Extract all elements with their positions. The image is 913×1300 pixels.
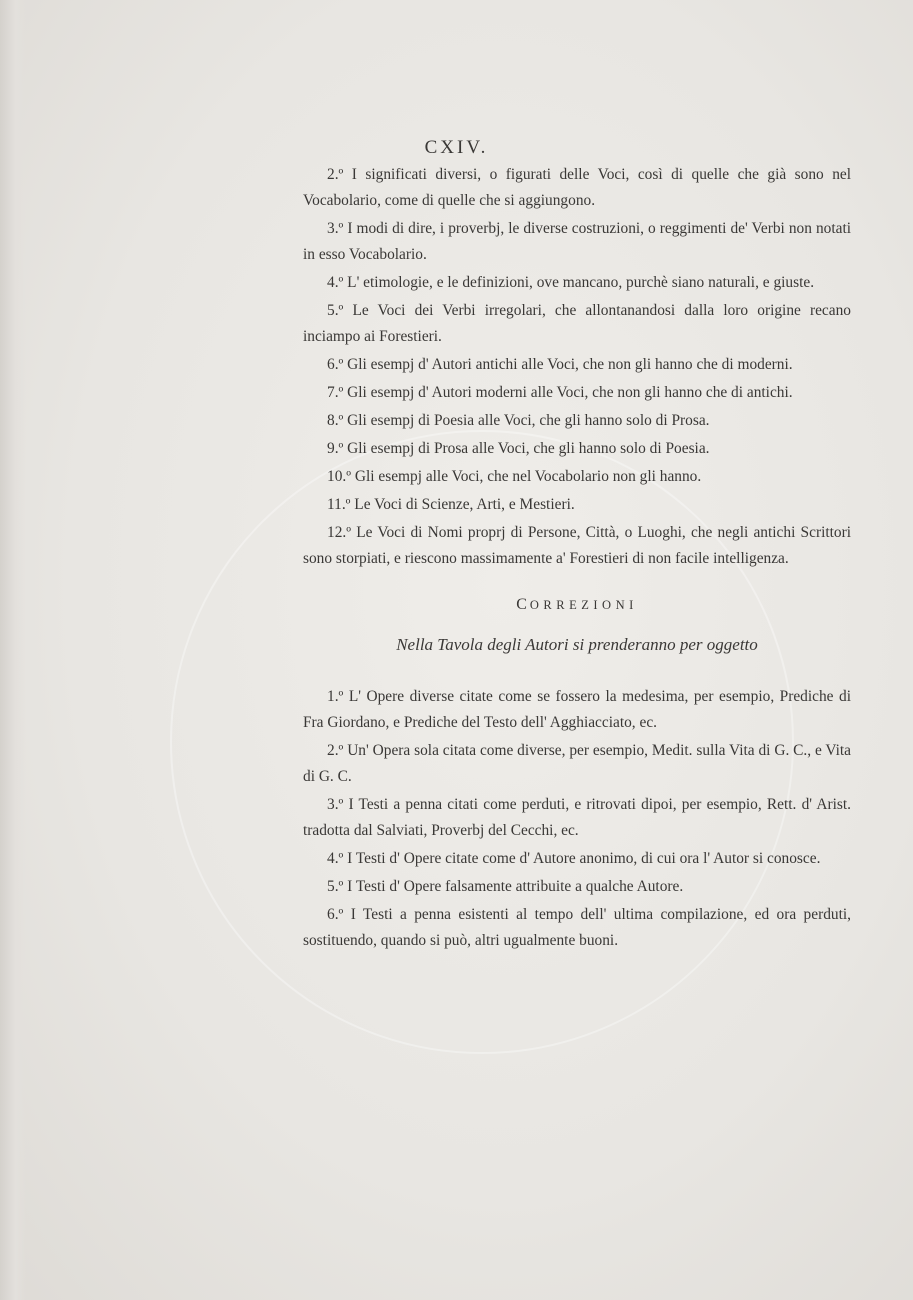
- list-item: 4.º L' etimologie, e le definizioni, ove mancano, purchè siano naturali, e giuste.: [327, 274, 815, 291]
- list-item: 11.º Le Voci di Scienze, Arti, e Mestieri.: [327, 496, 575, 513]
- list-item: 5.º Le Voci dei Verbi irregolari, che allontanandosi dalla loro origine recano inciampo ai Forestieri.: [303, 302, 851, 345]
- list-item: 1.º L' Opere diverse citate come se fossero la medesima, per esempio, Prediche di Fra Giordano, e Prediche del Testo dell' Agghiacciato, ec.: [303, 688, 851, 731]
- section-heading-rest: ORREZIONI: [529, 598, 638, 612]
- list-item: 10.º Gli esempj alle Voci, che nel Vocabolario non gli hanno.: [327, 468, 702, 485]
- list-item: 2.º I significati diversi, o figurati delle Voci, così di quelle che già sono nel Vocabolario, come di quelle che si aggiungono.: [303, 166, 851, 209]
- list-item: 8.º Gli esempj di Poesia alle Voci, che gli hanno solo di Prosa.: [327, 412, 710, 429]
- section-subheading: Nella Tavola degli Autori si prenderanno per oggetto: [396, 635, 758, 654]
- body-text: [303, 162, 851, 956]
- page-gutter-shadow: [0, 0, 26, 1300]
- list-item: 9.º Gli esempj di Prosa alle Voci, che gli hanno solo di Poesia.: [327, 440, 710, 457]
- list-item: 3.º I Testi a penna citati come perduti, e ritrovati dipoi, per esempio, Rett. d' Arist. tradotta dal Salviati, Proverbj del Cecchi, ec.: [303, 796, 851, 839]
- list-item: 12.º Le Voci di Nomi proprj di Persone, Città, o Luoghi, che negli antichi Scrittori sono storpiati, e riescono massimamente a' Forestieri di non facile intelligenza.: [303, 524, 851, 567]
- list-item: 6.º I Testi a penna esistenti al tempo dell' ultima compilazione, ed ora perduti, sostituendo, quando si può, altri ugualmente buoni.: [303, 906, 851, 949]
- list-item: 4.º I Testi d' Opere citate come d' Autore anonimo, di cui ora l' Autor si conosce.: [327, 850, 821, 867]
- page-number: CXIV.: [424, 137, 489, 158]
- section-heading-initial: C: [516, 596, 530, 613]
- list-item: 2.º Un' Opera sola citata come diverse, per esempio, Medit. sulla Vita di G. C., e Vita di G. C.: [303, 742, 851, 785]
- section-heading: [303, 592, 851, 618]
- list-item: 6.º Gli esempj d' Autori antichi alle Voci, che non gli hanno che di moderni.: [327, 356, 793, 373]
- list-item: 3.º I modi di dire, i proverbj, le diverse costruzioni, o reggimenti de' Verbi non notati in esso Vocabolario.: [303, 220, 851, 263]
- list-item: 5.º I Testi d' Opere falsamente attribuite a qualche Autore.: [327, 878, 684, 895]
- list-item: 7.º Gli esempj d' Autori moderni alle Voci, che non gli hanno che di antichi.: [327, 384, 793, 401]
